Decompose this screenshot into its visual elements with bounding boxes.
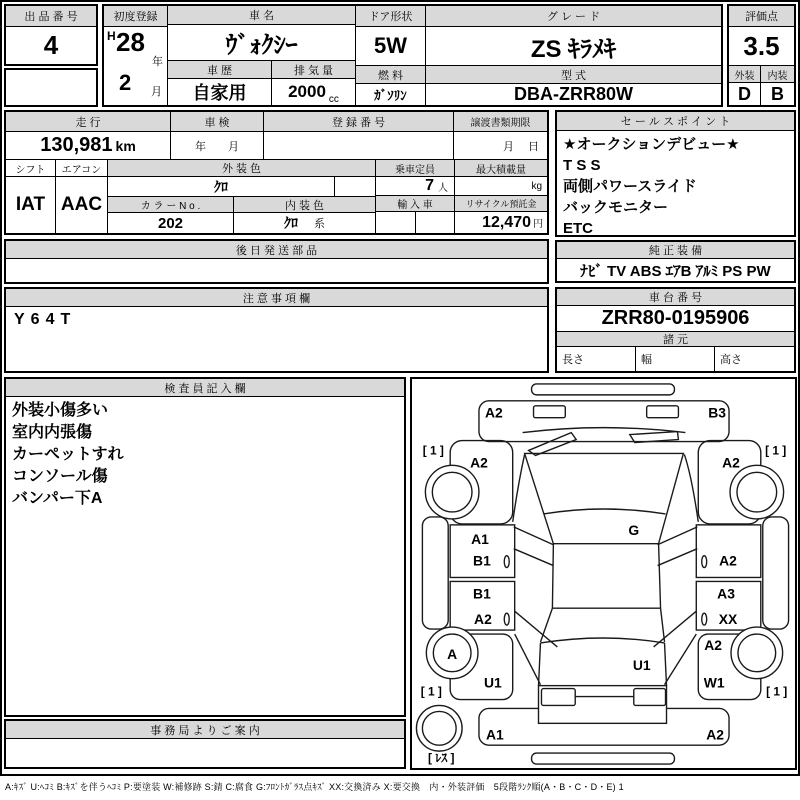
wheel-rear-right [731,627,783,679]
parts-label: 後 日 発 送 部 品 [6,241,547,259]
handle-rear-left [504,613,509,625]
b-pillar-lines [514,527,698,566]
parts-box [4,239,549,284]
max-load-label: 最大積載量 [455,160,547,177]
dashboard-line [543,509,665,514]
damage-code-label: A2 [470,454,488,471]
exterior-color-sub-cell [334,177,375,196]
front-bumper-strip [532,384,675,395]
door-value: 5W [356,27,425,66]
transfer-label: 譲渡書類期限 [454,112,547,132]
exterior-color-row [108,177,375,197]
door-label: ドア形状 [356,6,425,27]
inspection-value: 年 月 [195,140,239,153]
ac-column [56,160,108,233]
notes-box [4,287,549,373]
lot-label: 出 品 番 号 [6,6,96,27]
damage-diagram-box [410,377,797,770]
ac-label: エアコン [56,160,107,177]
import-label: 輸 入 車 [376,196,454,212]
office-value [6,739,404,766]
list-item: ★オークションデビュー★ [563,136,740,153]
list-item: バンパー下A [12,490,103,507]
damage-code-label: A1 [471,530,489,547]
list-item: ETC [563,220,593,237]
history-displacement-headers [168,61,355,79]
specs-label: 諸 元 [557,332,794,347]
interior-label: 内装 [761,66,794,83]
sill-right [763,517,789,629]
list-item: 外装小傷多い [12,402,109,419]
mileage-value [6,132,170,159]
exterior-label: 外装 [729,66,761,83]
list-item: 両側パワースライド [563,178,697,195]
fuel-value: ｶﾞｿﾘﾝ [374,88,407,103]
damage-code-label: B1 [473,552,491,569]
import-cell-1 [376,212,416,233]
damage-code-label: A2 [719,552,737,569]
equipment-label: 純 正 装 備 [557,242,794,259]
front-grille-left [534,406,566,418]
damage-code-label: B3 [708,404,726,421]
color-no-label: カ ラ ー N o . [108,197,234,213]
legend-text: A:ｷｽﾞ U:ﾍｺﾐ B:ｷｽﾞを伴うﾍｺﾐ P:要塗装 W:補修跡 S:錆 C:腐食 G:ﾌﾛﾝﾄｶﾞﾗｽ点ｷｽﾞ XX:交換済み X:要交換 内・外装評価 5段階ﾗﾝｸ順(A・B・C・D・E) 1 [5,782,624,792]
spec-height-label: 高さ [720,354,742,366]
damage-code-label: A2 [484,404,503,421]
notes-label: 注 意 事 項 欄 [6,289,547,307]
d-pillar-lines [515,611,697,684]
load-recycle-column [455,160,547,233]
mileage-column [6,112,171,159]
exterior-grade: D [729,83,761,105]
list-item: バックモニター [563,199,669,216]
first-registration-year [104,27,167,69]
car-name-label: 車 名 [168,6,355,25]
wiper-left [529,433,577,456]
handle-front-right [702,556,707,568]
front-grille-right [647,406,679,418]
inspector-notes-list [6,397,404,513]
rating-value: 3.5 [729,27,794,66]
year-unit: 年 [152,56,163,68]
history-displacement-values [168,79,355,105]
damage-code-label: [ 1 ] [422,443,444,458]
notes-value: Y64T [14,311,77,328]
damage-code-label: [ 1 ] [765,443,787,458]
list-item: カーペットすれ [12,446,124,463]
first-registration-month [104,69,167,105]
vehicle-header-box [102,4,723,107]
registration-label: 登 録 番 号 [264,112,453,132]
handle-front-left [504,556,509,568]
lot-box [4,4,98,66]
transfer-column [454,112,547,159]
sales-points-list [557,131,794,242]
cowl-line [523,428,686,433]
damage-code-label: [ 1 ] [766,684,788,699]
damage-code-label: A3 [717,585,735,602]
lot-value: 4 [43,30,59,60]
recycle-unit: 円 [533,219,543,230]
damage-code-label: A2 [474,611,492,628]
inspection-column [171,112,264,159]
ac-value: AAC [60,194,103,215]
inspector-label: 検 査 員 記 入 欄 [6,379,404,397]
displacement-number: 2000 [288,82,326,101]
registration-column [264,112,454,159]
windshield [525,453,684,543]
interior-color-label: 内 装 色 [234,197,375,213]
color-row [6,160,547,233]
shift-column [6,160,56,233]
interior-color-name: ｸﾛ [284,215,298,231]
history-label: 車 歴 [168,61,272,79]
import-cell-2 [416,212,455,233]
damage-code-label: XX [718,611,738,628]
mileage-section-box [4,110,549,235]
grade-column [426,6,721,105]
transfer-value: 月 日 [502,140,539,153]
office-label: 事 務 局 よ り ご 案 内 [6,721,404,739]
car-diagram [412,379,795,768]
damage-code-label: U1 [483,674,502,691]
fuel-label: 燃 料 [356,66,425,84]
model-label: 型 式 [426,66,721,84]
front-bumper-panel [479,401,729,442]
displacement-value [272,79,355,105]
wheel-front-right [730,465,784,519]
wheel-front-left [425,465,479,519]
ext-int-values [729,83,794,105]
reg-year: 28 [116,27,145,57]
color-column [108,160,376,233]
colorno-intcolor-values [108,213,375,233]
capacity-number: 7 [425,177,434,194]
exterior-color-label: 外 装 色 [108,160,375,177]
rear-glass [539,608,667,685]
recycle-amount: 12,470 [482,213,531,231]
damage-code-label: W1 [703,674,725,691]
capacity-value [376,177,454,196]
inspector-box [4,377,406,717]
era-code: H [107,29,116,43]
damage-code-label: A2 [704,636,723,653]
sales-points-label: セ ー ル ス ポ イ ン ト [557,112,794,131]
damage-code-label: A1 [485,726,504,743]
rating-label: 評価点 [729,6,794,27]
mileage-label: 走 行 [6,112,170,132]
roof-outline [552,544,660,609]
a-pillar-lines [513,454,699,521]
chassis-value: ZRR80-0195906 [557,306,794,332]
displacement-unit: cc [328,94,339,105]
capacity-column [376,160,455,233]
lot-blank-box [4,68,98,107]
spec-width-label: 幅 [636,347,715,371]
specs-row [557,347,794,371]
spec-length-label: 長さ [557,347,636,371]
shift-value: IAT [15,194,46,215]
parts-value [6,259,547,282]
rear-hatch [539,686,667,724]
interior-grade: B [771,83,784,104]
model-value: DBA-ZRR80W [514,84,633,104]
interior-color-suffix: 系 [314,218,325,230]
first-registration-label: 初度登録 [104,6,167,27]
car-name-value: ｳﾞｫｸｼｰ [168,25,355,61]
history-value: 自家用 [168,79,272,105]
recycle-value [455,212,547,233]
damage-code-label: [ 1 ] [420,684,442,699]
chassis-box [555,287,796,373]
displacement-label: 排 気 量 [272,61,355,79]
chassis-label: 車 台 番 号 [557,289,794,306]
spare-tire [416,705,462,751]
interior-color-value [234,213,375,233]
handle-rear-right [702,613,707,625]
inspection-label: 車 検 [171,112,263,132]
capacity-unit: 人 [438,182,448,194]
door-front-right [696,525,761,578]
list-item: コンソール傷 [12,468,108,485]
damage-code-label: A2 [722,454,740,471]
damage-code-label: B1 [473,585,491,602]
colorno-intcolor-headers [108,197,375,213]
exterior-color-value: ｸﾛ [214,178,228,195]
equipment-box [555,240,796,283]
registration-value [264,132,453,159]
color-no-value: 202 [108,213,234,233]
recycle-label: リサイクル預託金 [455,196,547,212]
damage-code-label: U1 [632,656,651,673]
equipment-value: ﾅﾋﾞ TV ABS ｴｱB ｱﾙﾐ PS PW [580,262,771,280]
damage-code-label: A2 [706,726,725,743]
shift-label: シフト [6,160,55,177]
capacity-label: 乗車定員 [376,160,454,177]
month-unit: 月 [151,86,162,98]
mileage-unit: km [115,137,136,154]
car-name-column [168,6,356,105]
list-item: T S S [563,157,601,174]
sales-points-box [555,110,796,237]
damage-code-label: G [628,521,640,538]
list-item: 室内内張傷 [12,424,93,441]
grade-value: ZS ｷﾗﾒｷ [426,27,721,66]
import-value-cells [376,212,454,233]
damage-code-label: A [447,645,458,662]
rating-box [727,4,796,107]
reg-month: 2 [119,70,132,95]
mileage-row [6,112,547,160]
ext-int-headers [729,66,794,83]
mileage-number: 130,981 [40,134,113,156]
damage-code-label: [ ﾚｽ ] [428,751,455,766]
max-load-unit: kg [455,177,547,196]
grade-label: グ レ ー ド [426,6,721,27]
office-box [4,719,406,769]
door-column [356,6,426,105]
sill-left [422,517,448,629]
first-registration-column [104,6,168,105]
rear-bumper-strip [532,753,675,764]
